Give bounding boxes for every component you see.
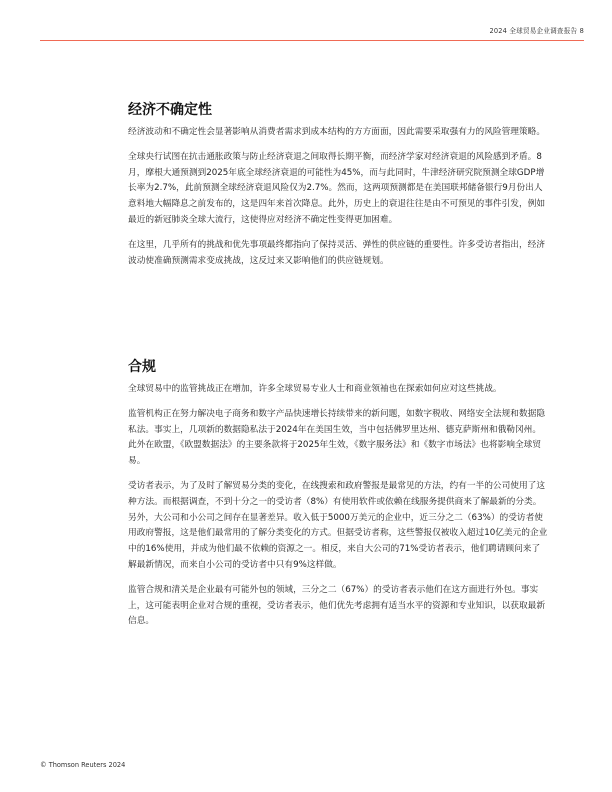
section-heading: 经济不确定性 — [128, 102, 212, 118]
section-compliance — [128, 356, 548, 639]
paragraph: 监管机构正在努力解决电子商务和数字产品快速增长持续带来的新问题，如数字税收、网络安全法规和数据隐私法。事实上，几项新的数据隐私法于2024年在美国生效，当中包括佛罗里达州、德克萨斯州和俄勒冈州。此外在欧盟，《欧盟数据法》的主要条款将于2025年生效，《数字服务法》和《数字市场法》也将影响全球贸易。 — [128, 408, 545, 467]
paragraph: 受访者表示，为了及时了解贸易分类的变化，在线搜索和政府警报是最常见的方法，约有一半的公司使用了这种方法。而根据调查，不到十分之一的受访者（8%）有使用软件或依赖在线服务提供商来了解最新的分类。另外，大公司和小公司之间存在显著差异。收入低于5000万美元的企业中，近三分之二（63%）的受访者使用政府警报，这是他们最常用的了解分类变化的方式。但据受访者称，这些警报仅被收入超过10亿美元的企业中的16%使用，并成为他们最不依赖的资源之一。相反，来自大公司的71%受访者表示，他们聘请顾问来了解最新情况，而来自小公司的受访者中只有9%这样做。 — [128, 480, 548, 570]
paragraph: 在这里，几乎所有的挑战和优先事项最终都指向了保持灵活、弹性的供应链的重要性。许多受访者指出，经济波动使准确预测需求变成挑战，这反过来又影响他们的供应链规划。 — [128, 239, 545, 266]
paragraph: 全球贸易中的监管挑战正在增加，许多全球贸易专业人士和商业领袖也在探索如何应对这些挑战。 — [128, 384, 502, 394]
paragraph: 监管合规和清关是企业最有可能外包的领域，三分之二（67%）的受访者表示他们在这方面进行外包。事实上，这可能表明企业对合规的重视，受访者表示，他们优先考虑拥有适当水平的资源和专业知识，以获取最新信息。 — [128, 584, 545, 627]
section-economic-uncertainty — [128, 99, 548, 278]
section-heading: 合规 — [128, 359, 156, 375]
footer-copyright: © Thomson Reuters 2024 — [40, 761, 126, 769]
paragraph: 全球央行试图在抗击通胀政策与防止经济衰退之间取得长期平衡，而经济学家对经济衰退的风险感到矛盾。8月，摩根大通预测到2025年底全球经济衰退的可能性为45%，而与此同时，牛津经济研究院预测全球GDP增长率为2.7%，此前预测全球经济衰退风险仅为2.7%。然而，这两项预测都是在美国联邦储备银行9月份出人意料地大幅降息之前发布的，这是四年来首次降息。此外，历史上的衰退往往是由不可预见的事件引发，例如最近的新冠肺炎全球大流行，这使得应对经济不确定性变得更加困难。 — [128, 151, 545, 225]
paragraph: 经济波动和不确定性会显著影响从消费者需求到成本结构的方方面面，因此需要采取强有力的风险管理策略。 — [128, 127, 545, 137]
header-divider — [40, 40, 584, 41]
page-header-title: 2024 全球贸易企业调查报告 8 — [489, 27, 584, 35]
